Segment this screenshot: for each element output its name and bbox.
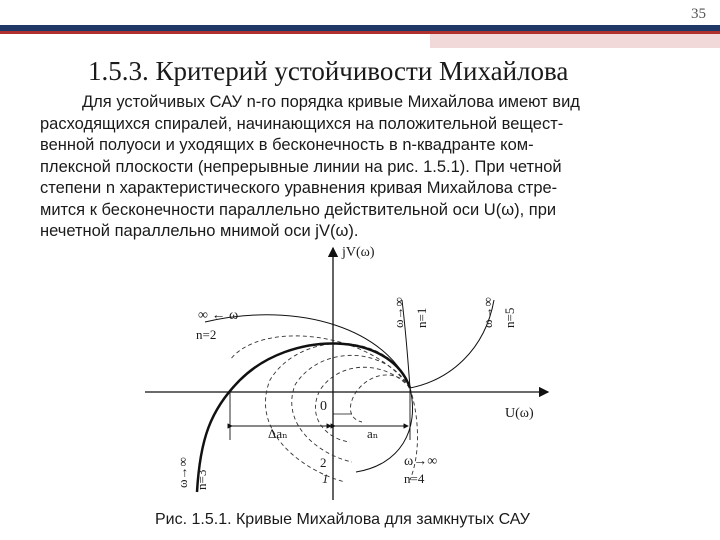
n2-arrow-label: ∞ ← ω [198, 308, 239, 323]
delta-an-label: Δaₙ [268, 426, 288, 441]
paragraph-line-1: Для устойчивых САУ n-го порядка кривые Михайлова имеют вид [82, 93, 580, 111]
n3-label: n=3 [194, 469, 209, 490]
n1-label: n=1 [414, 307, 429, 328]
n1-arrow-label: ω→∞ [391, 297, 406, 328]
n2-label: n=2 [196, 327, 217, 342]
x-axis-label: U(ω) [505, 406, 534, 421]
an-label: aₙ [367, 426, 379, 441]
n5-label: n=5 [502, 307, 517, 328]
paragraph-line-6: мится к бесконечности параллельно действительной оси U(ω), при [40, 200, 557, 219]
n4-arrow-label: ω→∞ [404, 454, 438, 469]
origin-label: 0 [320, 399, 327, 414]
paragraph-line-7: нечетной параллельно мнимой оси jV(ω). [40, 222, 359, 240]
figure-caption: Рис. 1.5.1. Кривые Михайлова для замкнутых САУ [155, 511, 530, 528]
mark-1: 1 [322, 471, 329, 486]
slide-title: 1.5.3. Критерий устойчивости Михайлова [88, 56, 569, 86]
curve-n2 [205, 315, 410, 388]
y-axis-label: jV(ω) [342, 245, 375, 260]
paragraph-line-4: плексной плоскости (непрерывные линии на рис. 1.5.1). При четной [40, 157, 562, 176]
n4-label: n=4 [404, 471, 425, 486]
n5-arrow-label: ω→∞ [480, 297, 495, 328]
curve-n3 [197, 343, 410, 492]
mark-2: 2 [320, 455, 327, 470]
page-number: 35 [691, 6, 706, 22]
n3-arrow-label: ω→∞ [175, 457, 190, 488]
paragraph-line-5: степени n характеристического уравнения кривая Михайлова стре- [40, 179, 558, 197]
paragraph-line-3: венной полуоси и уходящих в бесконечность в n-квадранте ком- [40, 136, 534, 154]
paragraph-line-2: расходящихся спиралей, начинающихся на положительной вещест- [40, 114, 564, 133]
